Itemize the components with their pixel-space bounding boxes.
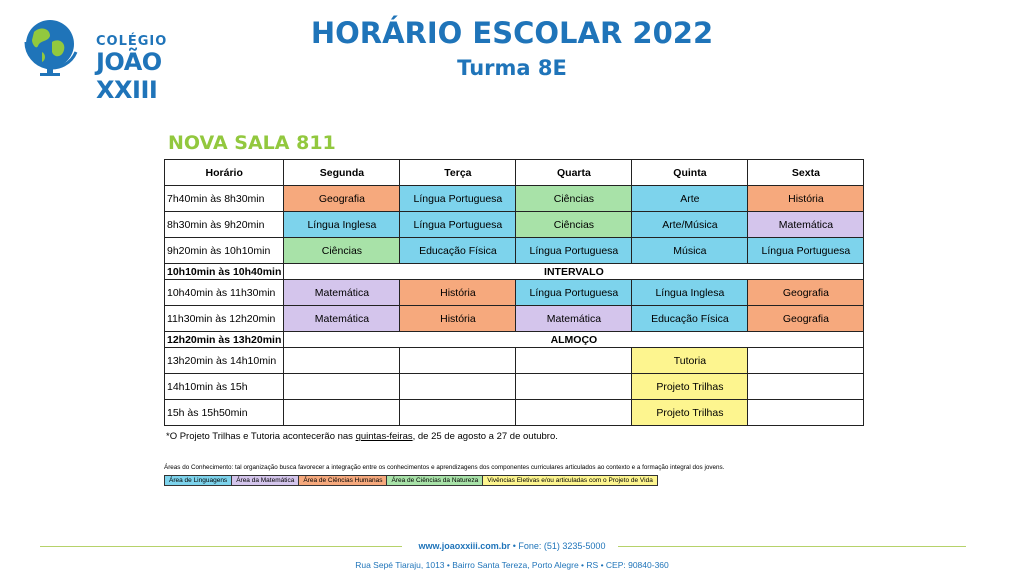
subject-cell: Música [632, 238, 748, 264]
subject-cell: Língua Portuguesa [400, 186, 516, 212]
subject-cell [748, 400, 864, 426]
footer-address: Rua Sepé Tiaraju, 1013 • Bairro Santa Tereza, Porto Alegre • RS • CEP: 90840-360 [355, 560, 669, 570]
subject-cell: Ciências [516, 212, 632, 238]
subject-cell: Educação Física [632, 306, 748, 332]
table-row [165, 186, 864, 212]
page-title: HORÁRIO ESCOLAR 2022 [310, 16, 714, 50]
time-cell: 15h às 15h50min [165, 400, 284, 426]
legend-item: Área de Linguagens [164, 475, 232, 486]
subject-cell [284, 400, 400, 426]
subject-cell [516, 400, 632, 426]
subject-cell: Projeto Trilhas [632, 400, 748, 426]
areas-description: Áreas do Conhecimento: tal organização busca favorecer a integração entre os conhecimentos e aprendizagens dos componentes curriculares articulados ao contexto e a formação integral dos jovens. [164, 464, 725, 471]
time-cell: 7h40min às 8h30min [165, 186, 284, 212]
table-row [165, 306, 864, 332]
subject-cell: Língua Portuguesa [516, 238, 632, 264]
column-header: Terça [400, 160, 516, 186]
subject-cell: Língua Portuguesa [748, 238, 864, 264]
subject-cell: Língua Portuguesa [516, 280, 632, 306]
subject-cell: Matemática [516, 306, 632, 332]
subject-cell: Língua Inglesa [632, 280, 748, 306]
page-subtitle: Turma 8E [457, 56, 567, 80]
table-row [165, 374, 864, 400]
subject-cell: Geografia [748, 280, 864, 306]
footer-site-link[interactable]: www.joaoxxiii.com.br [418, 541, 511, 551]
schedule-table [164, 159, 864, 426]
subject-cell: História [748, 186, 864, 212]
subject-cell [748, 374, 864, 400]
subject-cell: Língua Inglesa [284, 212, 400, 238]
subject-cell [400, 400, 516, 426]
subject-cell: Educação Física [400, 238, 516, 264]
subject-cell: Arte/Música [632, 212, 748, 238]
subject-cell [284, 348, 400, 374]
subject-cell: Matemática [284, 280, 400, 306]
room-label: NOVA SALA 811 [168, 132, 336, 154]
subject-cell: Língua Portuguesa [400, 212, 516, 238]
table-row [165, 280, 864, 306]
column-header: Horário [165, 160, 284, 186]
subject-cell [400, 348, 516, 374]
table-row [165, 400, 864, 426]
subject-cell: Ciências [284, 238, 400, 264]
break-label: ALMOÇO [284, 332, 864, 348]
subject-cell: Arte [632, 186, 748, 212]
footnote-text-before: *O Projeto Trilhas e Tutoria acontecerão nas [166, 431, 356, 442]
subject-cell [748, 348, 864, 374]
break-label: INTERVALO [284, 264, 864, 280]
subject-cell: Matemática [284, 306, 400, 332]
subject-cell [516, 348, 632, 374]
footnote [166, 431, 558, 442]
logo-line1: COLÉGIO [96, 34, 168, 49]
subject-cell: Matemática [748, 212, 864, 238]
subject-cell: Projeto Trilhas [632, 374, 748, 400]
logo-line2: JOÃO XXIII [96, 48, 162, 104]
time-cell: 13h20min às 14h10min [165, 348, 284, 374]
legend-item: Área de Ciências Humanas [298, 475, 387, 486]
footnote-text-after: , de 25 de agosto a 27 de outubro. [412, 431, 558, 442]
table-row [165, 238, 864, 264]
table-row [165, 212, 864, 238]
subject-cell: Tutoria [632, 348, 748, 374]
time-cell: 12h20min às 13h20min [165, 332, 284, 348]
subject-cell: Geografia [748, 306, 864, 332]
subject-cell: Ciências [516, 186, 632, 212]
column-header: Segunda [284, 160, 400, 186]
subject-cell: Geografia [284, 186, 400, 212]
break-row [165, 264, 864, 280]
legend-item: Área da Matemática [231, 475, 299, 486]
footer-phone: • Fone: (51) 3235-5000 [510, 541, 606, 551]
time-cell: 10h10min às 10h40min [165, 264, 284, 280]
subject-cell [400, 374, 516, 400]
subject-cell: História [400, 280, 516, 306]
table-row [165, 348, 864, 374]
time-cell: 14h10min às 15h [165, 374, 284, 400]
break-row [165, 332, 864, 348]
column-header: Quinta [632, 160, 748, 186]
time-cell: 9h20min às 10h10min [165, 238, 284, 264]
subject-cell [516, 374, 632, 400]
legend-item: Vivências Eletivas e/ou articuladas com o Projeto de Vida [482, 475, 658, 486]
column-header: Sexta [748, 160, 864, 186]
legend-item: Área de Ciências da Natureza [386, 475, 483, 486]
area-legend [164, 475, 657, 486]
time-cell: 11h30min às 12h20min [165, 306, 284, 332]
column-header: Quarta [516, 160, 632, 186]
subject-cell [284, 374, 400, 400]
footnote-underlined: quintas-feiras [355, 431, 413, 442]
subject-cell: História [400, 306, 516, 332]
time-cell: 10h40min às 11h30min [165, 280, 284, 306]
footer-contact [0, 541, 1024, 551]
time-cell: 8h30min às 9h20min [165, 212, 284, 238]
table-header-row [165, 160, 864, 186]
